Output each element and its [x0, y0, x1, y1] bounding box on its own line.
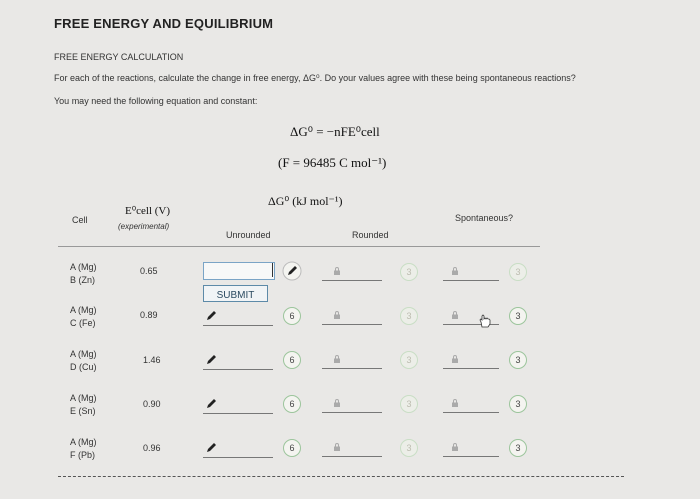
instructions: For each of the reactions, calculate the change in free energy, ΔG⁰. Do your values agree with these being spontaneous reactions?: [54, 73, 576, 83]
cathode-label: F (Pb): [70, 450, 96, 460]
lock-icon: [333, 311, 341, 319]
header-divider: [58, 246, 540, 247]
rounded-tries-badge: 3: [400, 395, 418, 413]
spontaneous-underline: [443, 280, 499, 281]
table-row-cell: [70, 392, 97, 418]
rounded-tries-badge: 3: [400, 439, 418, 457]
lock-icon: [333, 443, 341, 451]
table-row-cell: [70, 261, 97, 287]
rounded-tries-badge: 3: [400, 307, 418, 325]
lock-icon: [333, 399, 341, 407]
page-title: FREE ENERGY AND EQUILIBRIUM: [54, 16, 274, 31]
header-rounded: Rounded: [352, 230, 389, 240]
spontaneous-underline: [443, 456, 499, 457]
spontaneous-tries-badge: 3: [509, 307, 527, 325]
text-caret: [272, 263, 273, 277]
lock-icon: [451, 355, 459, 363]
rounded-underline: [322, 412, 382, 413]
table-row-cell: [70, 436, 97, 462]
unrounded-tries-badge: 6: [283, 351, 301, 369]
submit-button[interactable]: SUBMIT: [203, 285, 268, 302]
hand-cursor-icon: [478, 314, 492, 328]
header-ecell: E⁰cell (V): [125, 205, 171, 217]
lock-icon: [333, 267, 341, 275]
anode-label: A (Mg): [70, 349, 97, 359]
spontaneous-tries-badge: 3: [509, 351, 527, 369]
rounded-tries-badge: 3: [400, 263, 418, 281]
ecell-value: 0.96: [143, 443, 161, 453]
free-energy-equation: ΔG⁰ = −nFE⁰cell: [290, 124, 380, 139]
lock-icon: [451, 443, 459, 451]
edit-button[interactable]: [282, 261, 302, 281]
pencil-icon[interactable]: [206, 353, 218, 365]
unrounded-tries-badge: 6: [283, 307, 301, 325]
lock-icon: [333, 355, 341, 363]
equation-intro: You may need the following equation and constant:: [54, 96, 258, 106]
unrounded-tries-badge: 6: [283, 439, 301, 457]
lock-icon: [451, 311, 459, 319]
rounded-underline: [322, 368, 382, 369]
spontaneous-underline: [443, 412, 499, 413]
cathode-label: E (Sn): [70, 406, 96, 416]
table-row-cell: [70, 304, 97, 330]
anode-label: A (Mg): [70, 437, 97, 447]
table-row-cell: [70, 348, 97, 374]
anode-label: A (Mg): [70, 305, 97, 315]
rounded-underline: [322, 456, 382, 457]
ecell-value: 0.89: [140, 310, 158, 320]
pencil-icon[interactable]: [206, 309, 218, 321]
ecell-value: 0.90: [143, 399, 161, 409]
unrounded-underline: [203, 325, 273, 326]
cathode-label: D (Cu): [70, 362, 97, 372]
unrounded-underline: [203, 457, 273, 458]
unrounded-tries-badge: 6: [283, 395, 301, 413]
header-unrounded: Unrounded: [226, 230, 271, 240]
unrounded-input[interactable]: [203, 262, 275, 280]
header-experimental: (experimental): [118, 222, 170, 231]
bottom-divider: [58, 476, 624, 477]
header-spontaneous: Spontaneous?: [455, 213, 514, 223]
anode-label: A (Mg): [70, 262, 97, 272]
cathode-label: B (Zn): [70, 275, 96, 285]
rounded-underline: [322, 324, 382, 325]
lock-icon: [451, 267, 459, 275]
header-cell: Cell: [72, 215, 88, 225]
spontaneous-tries-badge: 3: [509, 263, 527, 281]
faraday-constant: (F = 96485 C mol⁻¹): [278, 155, 387, 170]
cathode-label: C (Fe): [70, 318, 96, 328]
unrounded-underline: [203, 413, 273, 414]
section-title: FREE ENERGY CALCULATION: [54, 52, 184, 62]
rounded-underline: [322, 280, 382, 281]
ecell-value: 0.65: [140, 266, 158, 276]
unrounded-underline: [203, 369, 273, 370]
delta-g-header: ΔG⁰ (kJ mol⁻¹): [268, 194, 343, 208]
lock-icon: [451, 399, 459, 407]
spontaneous-tries-badge: 3: [509, 439, 527, 457]
spontaneous-tries-badge: 3: [509, 395, 527, 413]
spontaneous-underline: [443, 368, 499, 369]
pencil-icon[interactable]: [206, 441, 218, 453]
rounded-tries-badge: 3: [400, 351, 418, 369]
ecell-value: 1.46: [143, 355, 161, 365]
pencil-icon[interactable]: [206, 397, 218, 409]
anode-label: A (Mg): [70, 393, 97, 403]
